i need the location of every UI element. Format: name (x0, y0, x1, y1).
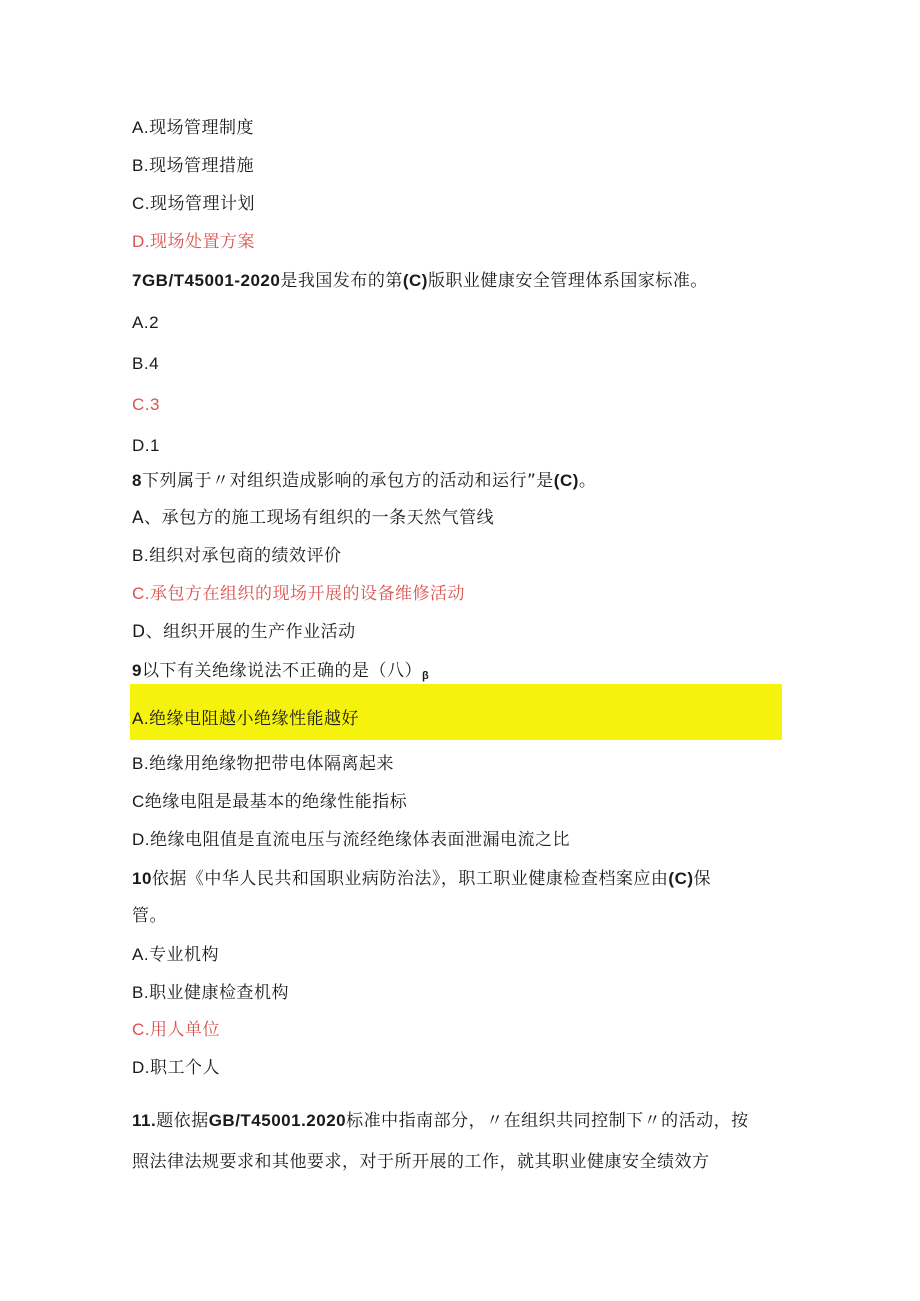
q6-option-a: A.现场管理制度 (132, 118, 255, 138)
q7-option-d: D.1 (132, 436, 160, 455)
q10-option-c-answer: C.用人单位 (132, 1020, 220, 1040)
q8-number: 8 (132, 471, 142, 490)
q10-stem-line1: 10依据《中华人民共和国职业病防治法》，职工职业健康检查档案应由(C)保 (132, 869, 712, 889)
q7-number-code: 7GB/T45001-2020 (132, 271, 281, 290)
q10-number: 10 (132, 869, 152, 888)
q8-option-c-answer: C.承包方在组织的现场开展的设备维修活动 (132, 584, 465, 604)
q10-stem-line2: 管。 (132, 906, 167, 926)
q9-option-b: B.绝缘用绝缘物把带电体隔离起来 (132, 754, 395, 774)
q9-option-d: D.绝缘电阻值是直流电压与流经绝缘体表面泄漏电流之比 (132, 830, 570, 850)
q10-option-b: B.职业健康检查机构 (132, 983, 290, 1003)
q11-code: GB/T45001.2020 (208, 1111, 347, 1130)
q8-option-a: A、承包方的施工现场有组织的一条天然气管线 (132, 508, 495, 528)
q9-option-a-answer: A.绝缘电阻越小绝缘性能越好 (132, 709, 360, 729)
q9-option-c: C绝缘电阻是最基本的绝缘性能指标 (132, 792, 408, 812)
q7-option-c-answer: C.3 (132, 395, 160, 414)
q10-option-a: A.专业机构 (132, 945, 220, 965)
q7-option-b: B.4 (132, 354, 160, 373)
q7-stem: 7GB/T45001-2020是我国发布的第(C)版职业健康安全管理体系国家标准。 (132, 271, 708, 291)
q8-stem: 8下列属于〃对组织造成影响的承包方的活动和运行”是(C)。 (132, 471, 597, 491)
q10-answer-mark: (C) (668, 869, 694, 888)
q8-answer-mark: (C) (553, 471, 579, 490)
q9-stem: 9以下有关绝缘说法不正确的是（八）β (132, 661, 430, 682)
q9-number: 9 (132, 661, 142, 680)
q11-stem-line2: 照法律法规要求和其他要求，对于所开展的工作，就其职业健康安全绩效方 (132, 1152, 710, 1172)
q6-option-b: B.现场管理措施 (132, 156, 255, 176)
q7-answer-mark: (C) (402, 271, 428, 290)
q8-option-b: B.组织对承包商的绩效评价 (132, 546, 342, 566)
q11-stem-line1: 11.题依据GB/T45001.2020标准中指南部分，〃在组织共同控制下〃的活动，按 (132, 1111, 749, 1131)
q6-option-c: C.现场管理计划 (132, 194, 255, 214)
q8-option-d: D、组织开展的生产作业活动 (132, 622, 356, 642)
q10-option-d: D.职工个人 (132, 1058, 220, 1078)
q6-option-d-answer: D.现场处置方案 (132, 232, 255, 252)
q11-number: 11. (132, 1111, 157, 1130)
q7-option-a: A.2 (132, 313, 160, 332)
q9-mark: β (421, 670, 430, 682)
